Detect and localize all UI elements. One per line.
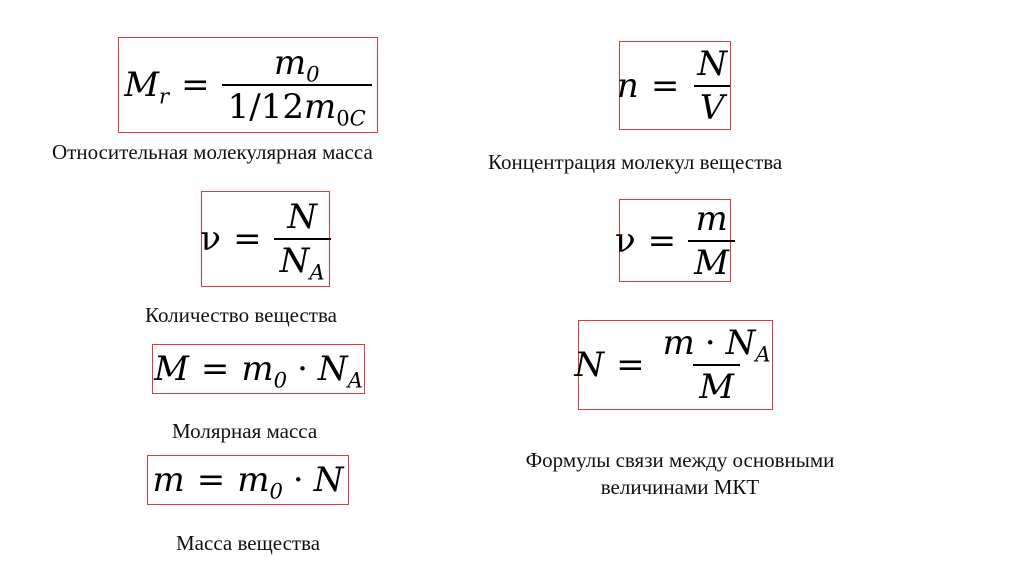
formula-relative-mass: [124, 43, 372, 131]
caption-concentration: Концентрация молекул вещества: [488, 150, 783, 174]
caption-relations-line2: величинами МКТ: [600, 475, 760, 500]
caption-relations: [480, 447, 880, 502]
fraction: $\frac{m \cdot N_A}{M}$: [662, 323, 771, 407]
formula-box-molar-mass: [152, 344, 365, 394]
caption-mass: Масса вещества: [176, 531, 321, 555]
formula-box-amount-na: [201, 191, 330, 287]
symbol-M: $M_r$: [124, 65, 170, 109]
numerator: $m_0$: [273, 43, 320, 87]
formula-molar-mass: M = $m_0$ · $N_A$: [154, 349, 363, 393]
formula-mass: m = $m_0$ · N: [152, 460, 344, 504]
formula-amount-na: ν = $\frac{N}{N_A}$: [200, 200, 330, 278]
fraction: $\frac{N}{V}$: [691, 47, 733, 125]
fraction: $\frac{m}{M}$: [688, 202, 735, 280]
fraction: $\frac{N}{N_A}$: [274, 200, 331, 278]
formula-box-concentration: [616, 41, 731, 130]
formula-amount-m: ν = $\frac{m}{M}$: [615, 202, 735, 280]
formula-box-amount-m: [615, 198, 731, 283]
formula-box-mass: [147, 455, 349, 505]
caption-relations-line1: Формулы связи между основными: [525, 448, 835, 472]
denominator: $1/12m_{0C}$: [222, 84, 372, 124]
fraction: [222, 43, 372, 131]
formula-box-relative-mass: [118, 37, 378, 133]
equals-sign: =: [181, 65, 210, 105]
formula-number: N = $\frac{m \cdot N_A}{M}$: [574, 326, 776, 404]
formula-box-number: [574, 320, 773, 410]
caption-relative-mass: Относительная молекулярная масса: [52, 140, 373, 164]
caption-molar-mass: Молярная масса: [172, 419, 318, 443]
caption-amount: Количество вещества: [145, 303, 337, 327]
formula-concentration: n = $\frac{N}{V}$: [617, 47, 733, 125]
